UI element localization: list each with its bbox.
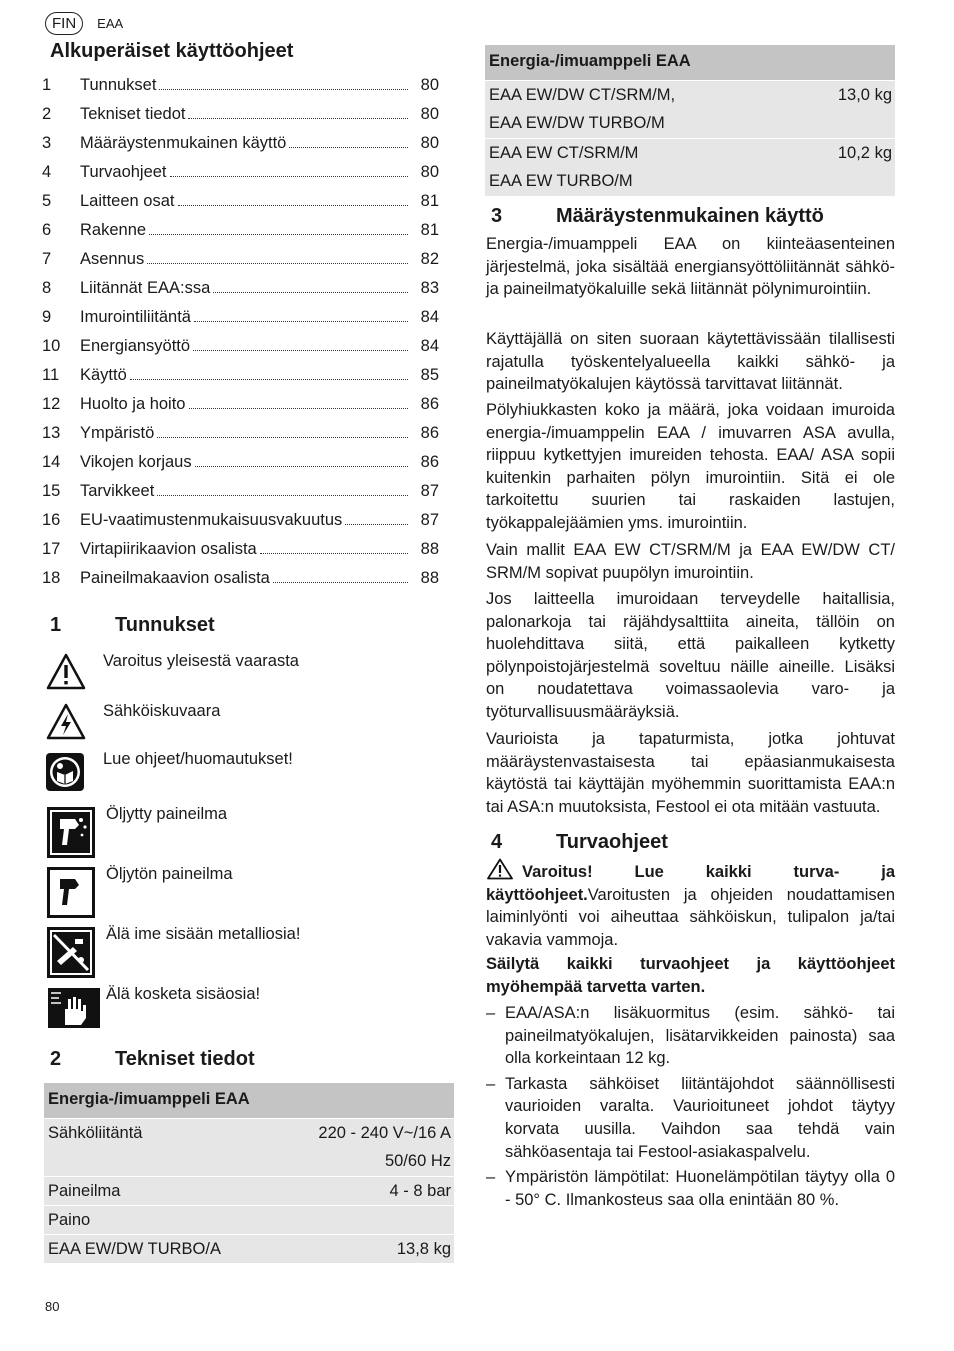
toc-entry[interactable] — [42, 221, 439, 250]
toc-entry-number: 5 — [42, 192, 52, 210]
toc-entry-number: 10 — [42, 337, 61, 355]
list-item: – EAA/ASA:n lisäkuormitus (esim. sähkö- tai paineilmatyökalujen, lisätarvikkeiden painosta) saa olla korkeintaan 12 kg. — [486, 1004, 895, 1068]
no-metal-suction-icon — [45, 925, 97, 980]
toc-entry[interactable] — [42, 482, 439, 511]
toc-dot-leader — [188, 118, 408, 119]
toc-entry-number: 16 — [42, 511, 61, 529]
toc-entry[interactable] — [42, 424, 439, 453]
toc-entry-number: 1 — [42, 76, 52, 94]
toc-entry-page: 87 — [420, 511, 439, 529]
toc-entry-label: Määräystenmukainen käyttö — [80, 134, 287, 152]
table-row: EAA EW/DW CT/SRM/M, 13,0 kg — [485, 80, 895, 109]
toc-dot-leader — [159, 89, 408, 90]
toc-entry[interactable] — [42, 366, 439, 395]
list-item: – Ympäristön lämpötilat: Huonelämpötilan täytyy olla 0 - 50° C. Ilmankosteus saa olla enintään 80 %. — [486, 1168, 895, 1209]
table-of-contents — [42, 76, 439, 598]
toc-entry-number: 12 — [42, 395, 61, 413]
toc-entry-page: 86 — [420, 453, 439, 471]
toc-entry[interactable] — [42, 511, 439, 540]
toc-entry-number: 8 — [42, 279, 52, 297]
list-item: – Tarkasta sähköiset liitäntäjohdot säännöllisesti vaurioiden varalta. Vaurioituneet johdot täytyy korvata uusilla. Vaihdon saa tehdä vain sähköasentaja tai Festool-asiakaspalvelu. — [486, 1074, 895, 1161]
toc-entry[interactable] — [42, 337, 439, 366]
section-4-heading: 4 Turvaohjeet — [491, 831, 668, 853]
table-header: Energia-/imuamppeli EAA — [44, 1083, 454, 1118]
symbol-no-metal: Älä ime sisään metalliosia! — [45, 925, 445, 973]
toc-entry-page: 87 — [420, 482, 439, 500]
toc-entry[interactable] — [42, 453, 439, 482]
table-row: EAA EW/DW TURBO/A 13,8 kg — [44, 1234, 454, 1263]
toc-dot-leader — [147, 263, 408, 264]
toc-entry-number: 18 — [42, 569, 61, 587]
toc-entry-page: 80 — [420, 76, 439, 94]
toc-entry-page: 86 — [420, 424, 439, 442]
toc-entry[interactable] — [42, 76, 439, 105]
toc-entry-number: 6 — [42, 221, 52, 239]
read-manual-icon — [45, 750, 87, 792]
toc-entry-label: Vikojen korjaus — [80, 453, 192, 471]
toc-entry-label: Ympäristö — [80, 424, 155, 442]
toc-entry-number: 17 — [42, 540, 61, 558]
toc-entry-page: 84 — [420, 337, 439, 355]
symbol-oil-free-air: Öljytön paineilma — [45, 865, 445, 913]
section-2-heading: 2 Tekniset tiedot — [50, 1048, 255, 1070]
table-row: Sähköliitäntä 220 - 240 V~/16 A — [44, 1118, 454, 1147]
toc-dot-leader — [289, 147, 408, 148]
symbol-do-not-touch: Älä kosketa sisäosia! — [45, 985, 445, 1033]
toc-dot-leader — [149, 234, 408, 235]
toc-entry[interactable] — [42, 308, 439, 337]
toc-entry-label: Imurointiliitäntä — [80, 308, 191, 326]
page-number: 80 — [45, 1299, 60, 1314]
toc-entry-label: EU-vaatimustenmukaisuusvakuutus — [80, 511, 343, 529]
table-row: Paino — [44, 1205, 454, 1234]
weight-table — [485, 45, 895, 196]
do-not-touch-icon — [45, 985, 101, 1029]
toc-entry-number: 11 — [42, 366, 60, 384]
table-header: Energia-/imuamppeli EAA — [485, 45, 895, 80]
symbol-oily-air: Öljytty paineilma — [45, 805, 445, 853]
toc-dot-leader — [189, 408, 409, 409]
toc-dot-leader — [194, 321, 408, 322]
product-code: EAA — [97, 16, 124, 31]
toc-entry-page: 81 — [420, 221, 439, 239]
toc-dot-leader — [193, 350, 408, 351]
toc-entry[interactable] — [42, 279, 439, 308]
toc-entry-page: 80 — [420, 105, 439, 123]
toc-dot-leader — [195, 466, 408, 467]
toc-entry[interactable] — [42, 134, 439, 163]
paragraph: Jos laitteella imuroidaan terveydelle haitallisia, palonarkoja tai räjähdysalttiita aineita, tällöin on huolehdittava siitä, että paikalleen kytketty pölynpoistojärjestelmä soveltuu näille aineille. Lisäksi on noudatettava voimassaolevia varo- ja työturvallisuusmääräyksiä. — [486, 590, 895, 721]
toc-dot-leader — [345, 524, 408, 525]
toc-entry-page: 80 — [420, 163, 439, 181]
toc-entry-page: 81 — [420, 192, 439, 210]
symbol-electric-shock: Sähköiskuvaara — [45, 702, 445, 750]
toc-entry-page: 83 — [420, 279, 439, 297]
warning-triangle-icon — [486, 858, 514, 880]
toc-dot-leader — [178, 205, 409, 206]
toc-entry-page: 85 — [420, 366, 439, 384]
toc-entry[interactable] — [42, 395, 439, 424]
technical-data-table — [44, 1083, 454, 1263]
oil-free-compressed-air-icon — [45, 865, 97, 920]
table-row: Paineilma 4 - 8 bar — [44, 1176, 454, 1205]
symbol-read-manual: Lue ohjeet/huomautukset! — [45, 750, 445, 798]
toc-entry-label: Tekniset tiedot — [80, 105, 186, 123]
symbol-general-warning: Varoitus yleisestä vaarasta — [45, 652, 445, 700]
section-1-heading: 1 Tunnukset — [50, 614, 215, 636]
table-row: EAA EW CT/SRM/M 10,2 kg — [485, 138, 895, 167]
bullet-list — [486, 1002, 895, 1211]
table-row: EAA EW TURBO/M — [489, 172, 633, 190]
warning-triangle-icon — [45, 652, 87, 692]
toc-entry-number: 2 — [42, 105, 52, 123]
toc-entry-number: 13 — [42, 424, 61, 442]
oily-compressed-air-icon — [45, 805, 97, 860]
toc-entry-page: 80 — [420, 134, 439, 152]
toc-entry-label: Tarvikkeet — [80, 482, 155, 500]
toc-dot-leader — [260, 553, 408, 554]
toc-entry[interactable] — [42, 192, 439, 221]
toc-dot-leader — [157, 495, 408, 496]
page-header — [45, 12, 123, 35]
paragraph: Pölyhiukkasten koko ja määrä, joka voidaan imuroida energia-/imuamppelin EAA / imuvarren ASA avulla, riippuu kytkettyjen imureiden tehosta. EAA/ ASA sopii kuitenkin parhaiten pölyn imurointiin. Sitä ei ole tarkoitettu suurien tai raskaiden lastujen, työkappalejäämien yms. imurointiin. — [486, 401, 895, 532]
toc-entry-number: 9 — [42, 308, 52, 326]
page-title: Alkuperäiset käyttöohjeet — [50, 40, 294, 62]
paragraph: Käyttäjällä on siten suoraan käytettävissään tilallisesti rajatulla työskentelyalueella kaikki sähkö- ja paineilmatyökalujen käytössä tarvittavat liitännät. — [486, 330, 895, 394]
toc-entry-label: Rakenne — [80, 221, 147, 239]
toc-entry-label: Paineilmakaavion osalista — [80, 569, 270, 587]
toc-dot-leader — [273, 582, 408, 583]
toc-entry[interactable] — [42, 105, 439, 134]
toc-entry-label: Laitteen osat — [80, 192, 175, 210]
toc-entry[interactable] — [42, 569, 439, 598]
toc-entry-label: Virtapiirikaavion osalista — [80, 540, 257, 558]
toc-entry-number: 4 — [42, 163, 52, 181]
paragraph: Energia-/imuamppeli EAA on kiinteäasenteinen järjestelmä, joka sisältää energiansyöttöliitännät sähkö- ja paineilmatyökaluille sekä liitännät pölynimurointiin. — [486, 235, 895, 299]
paragraph: Vaurioista ja tapaturmista, jotka johtuvat määräystenvastaisesta tai epäasianmukaisesta käytöstä tai käyttäjän myöhemmin suorittamista EAA:n tai ASA:n muutoksista, Festool ei ota mitään vastuuta. — [486, 730, 895, 816]
toc-entry-page: 88 — [420, 540, 439, 558]
toc-dot-leader — [130, 379, 408, 380]
toc-entry-number: 3 — [42, 134, 52, 152]
toc-entry[interactable] — [42, 250, 439, 279]
toc-entry-label: Huolto ja hoito — [80, 395, 186, 413]
toc-entry[interactable] — [42, 163, 439, 192]
warning-paragraph: Varoitus! Lue kaikki turva- ja käyttöohjeet.Varoitusten ja ohjeiden noudattamisen laiminlyönti voi aiheuttaa sähköiskun, tulipalon ja/tai vakavia vammoja. — [486, 858, 895, 951]
paragraph: Vain mallit EAA EW CT/SRM/M ja EAA EW/DW CT/ SRM/M sopivat puupölyn imurointiin. — [486, 541, 895, 582]
toc-entry-page: 88 — [420, 569, 439, 587]
toc-entry-label: Energiansyöttö — [80, 337, 191, 355]
toc-entry-page: 84 — [420, 308, 439, 326]
toc-entry-label: Asennus — [80, 250, 145, 268]
electric-shock-icon — [45, 702, 87, 742]
toc-dot-leader — [170, 176, 408, 177]
toc-entry[interactable] — [42, 540, 439, 569]
toc-dot-leader — [157, 437, 408, 438]
toc-entry-page: 86 — [420, 395, 439, 413]
toc-entry-number: 15 — [42, 482, 61, 500]
table-row: EAA EW/DW TURBO/M — [489, 114, 665, 132]
toc-entry-label: Liitännät EAA:ssa — [80, 279, 211, 297]
toc-dot-leader — [213, 292, 408, 293]
toc-entry-label: Turvaohjeet — [80, 163, 167, 181]
toc-entry-page: 82 — [420, 250, 439, 268]
toc-entry-number: 7 — [42, 250, 52, 268]
toc-entry-label: Tunnukset — [80, 76, 157, 94]
section-3-heading: 3 Määräystenmukainen käyttö — [491, 205, 824, 227]
table-row: 50/60 Hz — [384, 1152, 451, 1170]
language-badge: FIN — [45, 12, 83, 35]
toc-entry-label: Käyttö — [80, 366, 127, 384]
toc-entry-number: 14 — [42, 453, 61, 471]
keep-instructions-note: Säilytä kaikki turvaohjeet ja käyttöohjeet myöhempää tarvetta varten. — [486, 955, 895, 996]
